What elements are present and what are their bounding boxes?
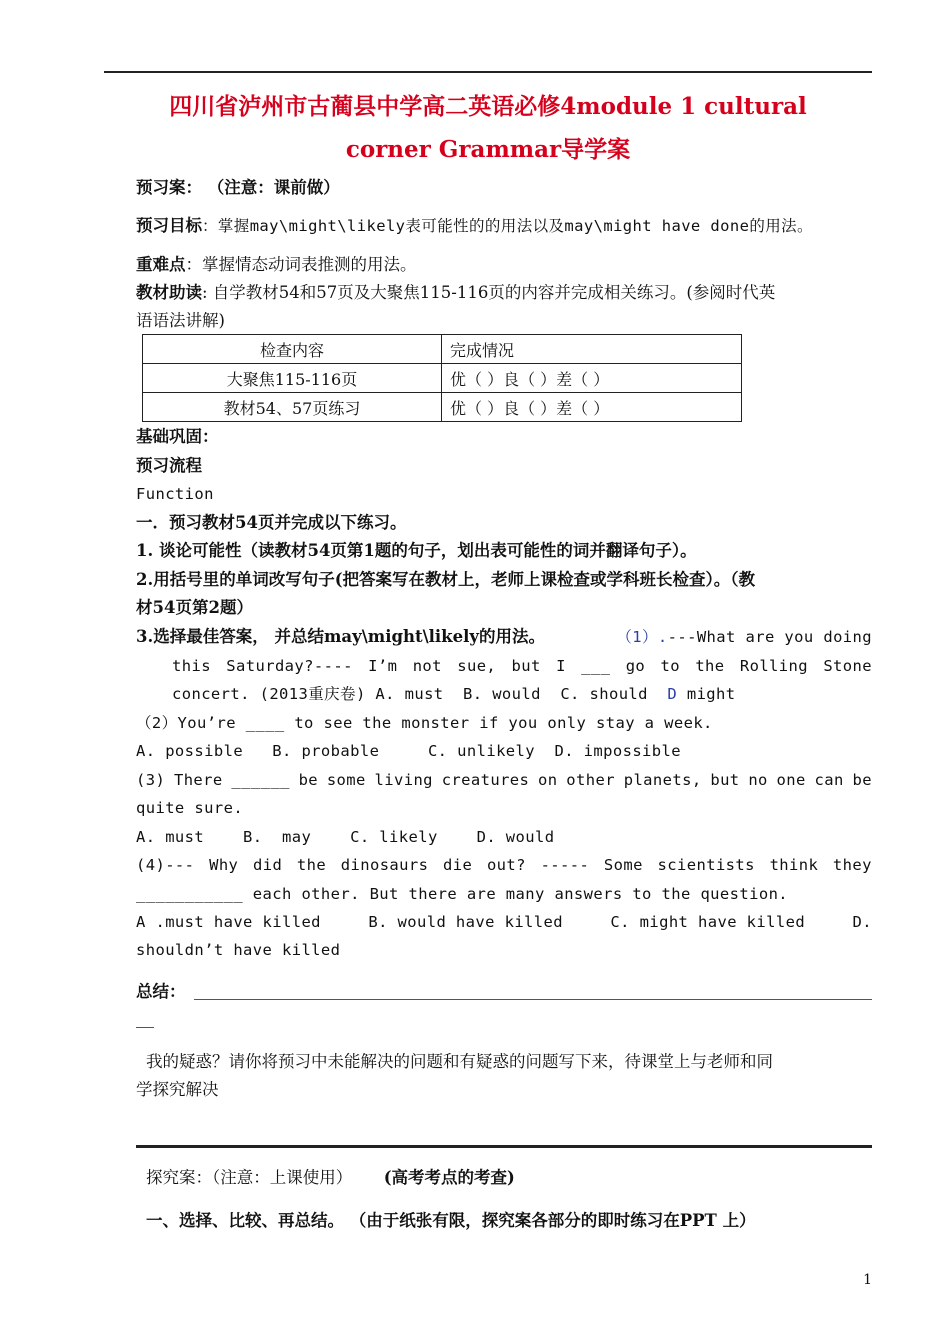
word: Some	[603, 856, 643, 874]
table-header-row	[143, 335, 742, 364]
basics-heading: 基础巩固：	[136, 427, 219, 446]
word: die	[443, 856, 473, 874]
table-cell: 教材54、57页练习	[143, 393, 442, 422]
question-1-line2	[172, 654, 872, 678]
answer-blank: ______	[231, 771, 290, 789]
question-3-line1	[136, 768, 872, 792]
table-row	[143, 393, 742, 422]
question-4-option-d: shouldn’t have killed	[136, 941, 341, 959]
word: some	[326, 771, 366, 789]
document-title-line1: 四川省泸州市古蔺县中学高二英语必修4module 1 cultural	[169, 93, 807, 120]
item-2-line1: 2.用括号里的单词改写句子(把答案写在教材上，老师上课检查或学科班长检查）。（教	[136, 570, 756, 589]
word: no	[748, 771, 768, 789]
option-d-text: might	[677, 685, 736, 703]
table-cell: 大聚焦115-116页	[143, 364, 442, 393]
word: they	[832, 856, 872, 874]
summary-label: 总结：	[136, 982, 186, 1001]
doubts-line1: 我的疑惑？请你将预习中未能解决的问题和有疑惑的问题写下来，待课堂上与老师和同	[146, 1052, 773, 1071]
option: B. would have killed	[368, 913, 563, 931]
summary-answer-line	[194, 999, 872, 1000]
table-cell: 优（ ）良（ ）差（ ）	[442, 364, 742, 393]
question-4-line1	[136, 853, 872, 877]
word: Saturday?----	[226, 657, 353, 675]
item-1: 1. 谈论可能性（读教材54页第1题的句子，划出表可能性的词并翻译句子）。	[136, 541, 697, 560]
word: the	[695, 657, 725, 675]
word: this	[172, 657, 211, 675]
word: did	[252, 856, 283, 874]
answer-blank: ___	[581, 657, 611, 675]
aid-label: 教材助读	[136, 283, 202, 302]
page-number: 1	[863, 1272, 872, 1288]
word: the	[296, 856, 327, 874]
question-2: （2）You’re ____ to see the monster if you only stay a week.	[136, 714, 713, 732]
summary-answer-line-tail	[136, 1027, 154, 1028]
preview-heading: 预习案： （注意：课前做）	[136, 178, 340, 197]
question-4-line2: ___________ each other. But there are many answers to the question.	[136, 885, 789, 903]
word: to	[660, 657, 680, 675]
item-3-lead: 3.选择最佳答案， 并总结may\might\likely的用法。	[136, 627, 545, 646]
word: I	[556, 657, 566, 675]
option: C. might have killed	[610, 913, 806, 931]
explore-heading	[146, 1166, 872, 1190]
explore-heading-bold: (高考考点的考查)	[383, 1168, 515, 1187]
preview-flow: 预习流程	[136, 456, 202, 475]
doubts-line2: 学探究解决	[136, 1080, 219, 1099]
option-d-letter: D	[667, 685, 678, 703]
word: out?	[486, 856, 526, 874]
explore-heading-text: 探究案：（注意：上课使用）	[146, 1168, 353, 1187]
word: be	[298, 771, 319, 789]
document-title-line2: corner Grammar导学案	[345, 136, 631, 163]
question-1-options: concert. (2013重庆卷) A. must B. would C. should	[172, 685, 668, 703]
word: dinosaurs	[340, 856, 429, 874]
check-table	[142, 334, 742, 422]
word: one	[776, 771, 806, 789]
table-header: 完成情况	[442, 335, 742, 364]
table-cell: 优（ ）良（ ）差（ ）	[442, 393, 742, 422]
question-3-line2: quite sure.	[136, 799, 244, 817]
word: other	[566, 771, 615, 789]
word: planets,	[623, 771, 702, 789]
word: Why	[209, 856, 239, 874]
preview-goal	[136, 214, 872, 238]
word: -----	[540, 856, 590, 874]
table-row	[143, 364, 742, 393]
option: D.	[852, 913, 872, 931]
word: (4)---	[136, 856, 195, 874]
question-1-number: （1）.	[616, 628, 668, 646]
word: be	[852, 771, 872, 789]
word: go	[625, 657, 646, 675]
table-header: 检查内容	[143, 335, 442, 364]
word: not	[412, 657, 442, 675]
section-divider	[136, 1145, 872, 1148]
word: creatures	[441, 771, 530, 789]
word: living	[374, 771, 433, 789]
aid-text-1: : 自学教材54和57页及大聚焦115-116页的内容并完成相关练习。(参阅时代英	[202, 283, 776, 302]
word: Rolling	[739, 657, 808, 675]
preview-aid-2: 语语法讲解)	[136, 311, 225, 330]
goal-text: ：掌握may\might\likely表可能性的的用法以及may\might have done的用法。	[202, 217, 813, 235]
header-rule	[104, 71, 872, 73]
word: sue,	[457, 657, 497, 675]
explore-section-one: 一、选择、比较、再总结。 （由于纸张有限，探究案各部分的即时练习在PPT 上）	[146, 1211, 756, 1230]
word: I’m	[368, 657, 398, 675]
word: There	[173, 771, 223, 789]
word: on	[538, 771, 558, 789]
word: think	[769, 856, 819, 874]
word: (3)	[136, 771, 166, 789]
word: but	[511, 657, 541, 675]
goal-label: 预习目标	[136, 216, 202, 235]
item-2-line2: 材54页第2题）	[136, 598, 253, 617]
word: but	[710, 771, 740, 789]
item-3-line	[136, 625, 872, 649]
preview-key-points	[136, 253, 872, 277]
question-2-options: A. possible B. probable C. unlikely D. impossible	[136, 742, 681, 760]
key-text: ：掌握情态动词表推测的用法。	[185, 255, 417, 274]
word: can	[814, 771, 844, 789]
section-one: 一．预习教材54页并完成以下练习。	[136, 513, 407, 532]
question-4-options	[136, 910, 872, 934]
word: Stone	[823, 657, 872, 675]
question-1-start	[616, 625, 872, 649]
preview-aid-1	[136, 281, 872, 305]
option: A .must have killed	[136, 913, 321, 931]
key-label: 重难点	[136, 255, 186, 274]
question-1-line3	[172, 682, 872, 706]
function-label: Function	[136, 485, 214, 503]
word: scientists	[657, 856, 755, 874]
question-3-options: A. must B. may C. likely D. would	[136, 828, 555, 846]
question-1-text-a: ---What are you doing	[667, 628, 872, 646]
